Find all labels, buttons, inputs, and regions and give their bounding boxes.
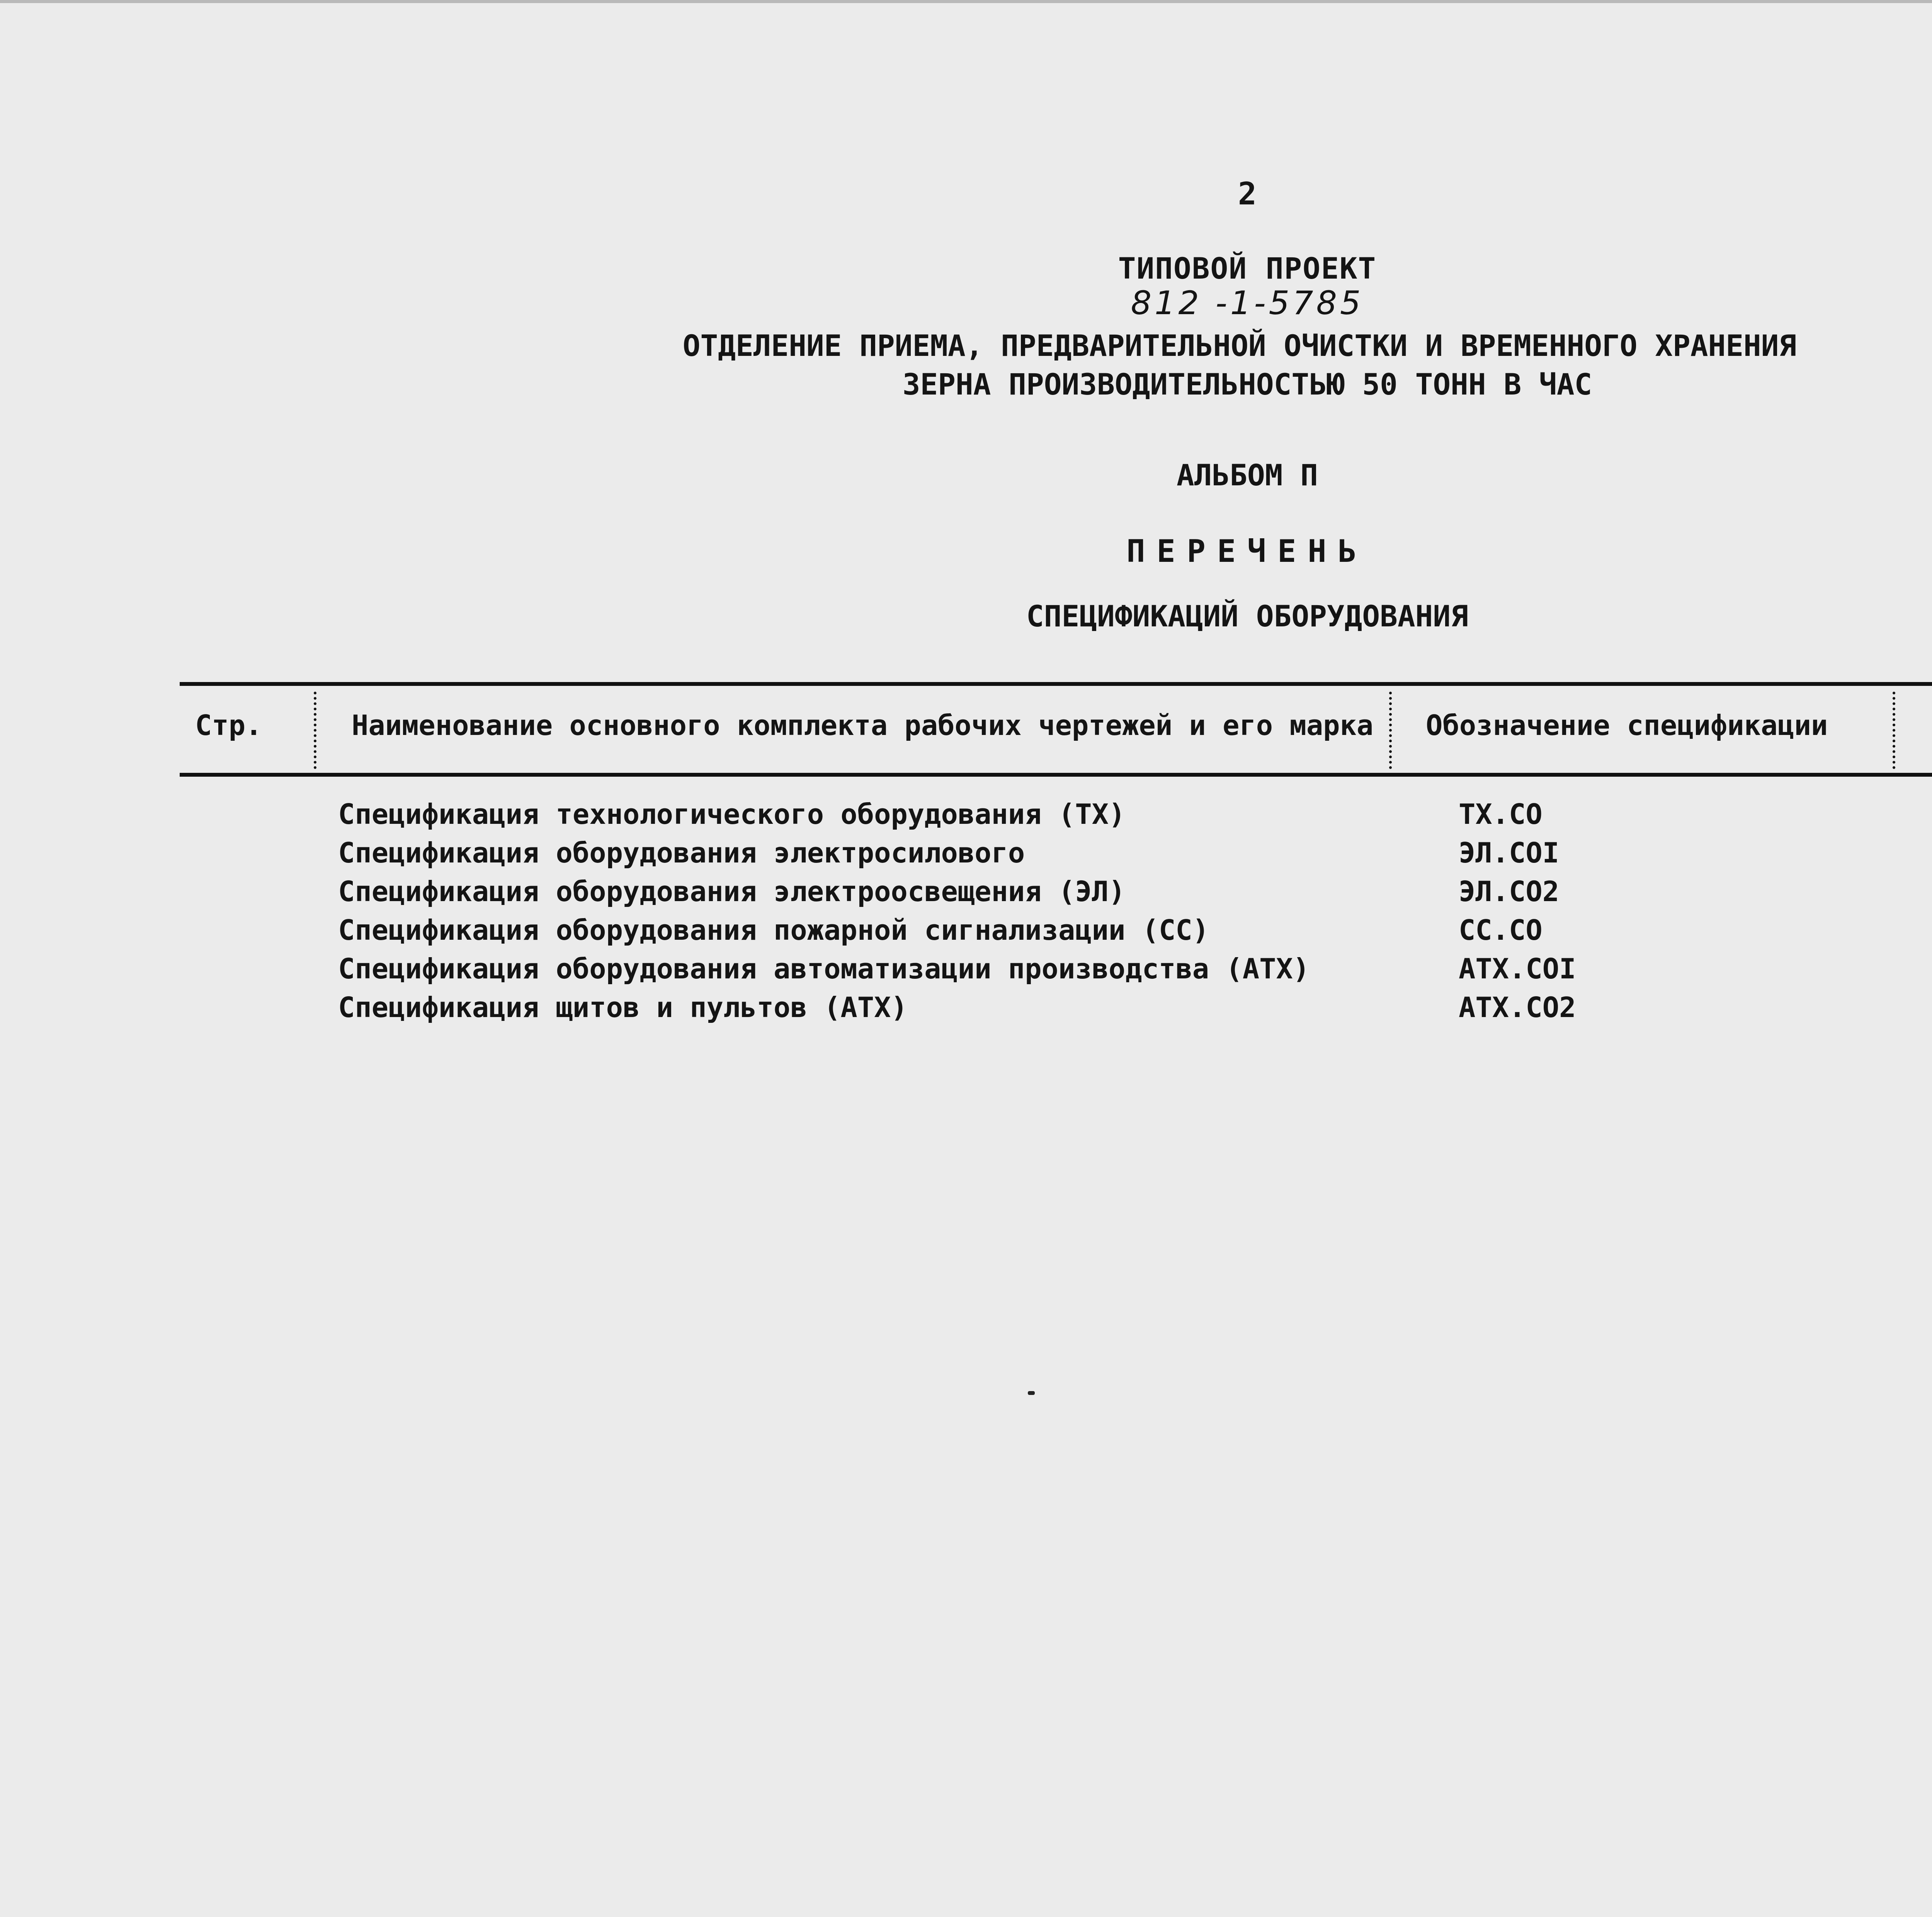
- doc-type: ТИПОВОЙ ПРОЕКТ: [1118, 251, 1377, 286]
- table-row: [0, 953, 1932, 991]
- spec-name: Спецификация технологического оборудования (ТХ): [338, 798, 1126, 830]
- spec-code: АТХ.СОI: [1459, 953, 1576, 985]
- page-number: 2: [1238, 176, 1257, 212]
- spec-name: Спецификация щитов и пультов (АТХ): [338, 991, 908, 1024]
- table-row: [0, 991, 1932, 1030]
- list-heading: ПЕРЕЧЕНЬ: [1126, 533, 1368, 569]
- spec-code: АТХ.СО2: [1459, 991, 1576, 1024]
- project-number: 812 -1-5785: [1131, 284, 1364, 322]
- column-header-designation: Обозначение спецификации: [1426, 709, 1828, 742]
- table-header-rule: [180, 773, 1932, 777]
- table-row: [0, 798, 1932, 837]
- spec-name: Спецификация оборудования пожарной сигнализации (СС): [338, 914, 1209, 946]
- scan-edge-top: [0, 0, 1932, 3]
- column-divider: [1389, 692, 1392, 769]
- spec-code: ЭЛ.СОI: [1459, 837, 1560, 869]
- spec-code: ЭЛ.СО2: [1459, 875, 1560, 908]
- table-body: [0, 798, 1932, 1030]
- album-label: АЛЬБОМ П: [1176, 458, 1318, 492]
- spec-code: СС.СО: [1459, 914, 1543, 946]
- title-line-1: ОТДЕЛЕНИЕ ПРИЕМА, ПРЕДВАРИТЕЛЬНОЙ ОЧИСТКИ И ВРЕМЕННОГО ХРАНЕНИЯ: [682, 328, 1797, 363]
- table-row: [0, 914, 1932, 953]
- scan-speck: [1028, 1391, 1035, 1395]
- spec-name: Спецификация оборудования электроосвещения (ЭЛ): [338, 875, 1126, 908]
- spec-name: Спецификация оборудования автоматизации производства (АТХ): [338, 953, 1310, 985]
- column-header-name: Наименование основного комплекта рабочих чертежей и его марка: [352, 709, 1374, 742]
- list-subheading: СПЕЦИФИКАЦИЙ ОБОРУДОВАНИЯ: [1026, 599, 1468, 633]
- column-divider: [314, 692, 316, 769]
- column-divider: [1893, 692, 1895, 769]
- table-top-rule: [180, 682, 1932, 686]
- table-row: [0, 875, 1932, 914]
- table-row: [0, 837, 1932, 875]
- title-line-2: ЗЕРНА ПРОИЗВОДИТЕЛЬНОСТЬЮ 50 ТОНН В ЧАС: [902, 367, 1592, 401]
- spec-code: ТХ.СО: [1459, 798, 1543, 830]
- spec-name: Спецификация оборудования электросилового: [338, 837, 1025, 869]
- column-header-page: Стр.: [195, 709, 262, 742]
